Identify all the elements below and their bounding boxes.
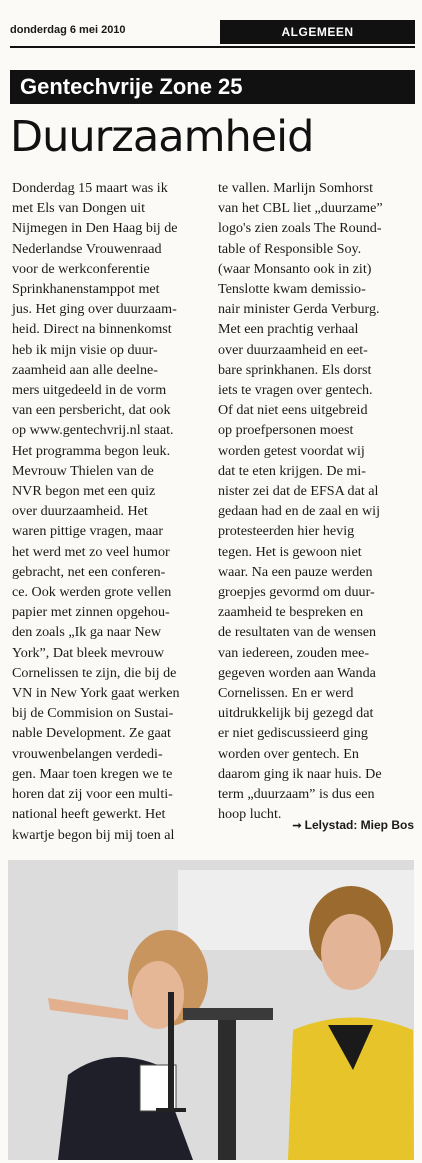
article-text-line: Sprinkhanenstamppot met bbox=[12, 281, 160, 298]
article-text-line: term „duurzaam” is dus een bbox=[218, 786, 375, 803]
article-text-line: er niet gediscussieerd ging bbox=[218, 725, 368, 742]
section-label: ALGEMEEN bbox=[220, 20, 415, 44]
article-text-line: op proefpersonen moest bbox=[218, 422, 354, 439]
article-text-line: gedaan had en de zaal en wij bbox=[218, 503, 380, 520]
article-text-line: table of Responsible Soy. bbox=[218, 240, 362, 257]
article-text-line: papier met zinnen opgehou- bbox=[12, 604, 170, 621]
article-text-line: van het CBL liet „duurzame” bbox=[218, 200, 383, 217]
article-text-line: worden over gentech. En bbox=[218, 745, 359, 762]
article-text-line: nable Development. Ze gaat bbox=[12, 725, 171, 742]
arrow-icon: ➞ bbox=[292, 820, 302, 832]
article-text-line: nair minister Gerda Verburg. bbox=[218, 301, 380, 318]
article-text-line: zaamheid te bespreken en bbox=[218, 604, 364, 621]
article-text-line: gen. Maar toen kregen we te bbox=[12, 765, 173, 782]
article-text-line: over duurzaamheid en eet- bbox=[218, 341, 368, 358]
article-text-line: York”, Dat bleek mevrouw bbox=[12, 644, 165, 661]
article-text-line: VN in New York gaat werken bbox=[12, 685, 180, 702]
article-text-line: Cornelissen. En er werd bbox=[218, 685, 354, 702]
article-text-line: op www.gentechvrij.nl staat. bbox=[12, 422, 174, 439]
article-text-line: heid. Direct na binnenkomst bbox=[12, 321, 172, 338]
byline-text: Lelystad: Miep Bos bbox=[304, 818, 414, 832]
issue-date: donderdag 6 mei 2010 bbox=[10, 24, 126, 36]
article-text-line: voor de werkconferentie bbox=[12, 260, 150, 277]
article-text-line: gegeven worden aan Wanda bbox=[218, 664, 376, 681]
article-text-line: tegen. Het is gewoon niet bbox=[218, 543, 362, 560]
article-text-line: Mevrouw Thielen van de bbox=[12, 462, 154, 479]
article-text-line: te vallen. Marlijn Somhorst bbox=[218, 180, 374, 196]
article-text-line: iets te vragen over gentech. bbox=[218, 382, 373, 399]
article-text-line: uitdrukkelijk bij gezegd dat bbox=[218, 705, 374, 722]
article-text-line: zaamheid aan alle deelne- bbox=[12, 361, 158, 378]
article-text-line: national heeft gewerkt. Het bbox=[12, 806, 166, 823]
article-text-line: Nijmegen in Den Haag bij de bbox=[12, 220, 178, 237]
article-text-line: logo's zien zoals The Round- bbox=[218, 220, 382, 237]
article-text-line: Donderdag 15 maart was ik bbox=[12, 180, 168, 196]
page-header bbox=[10, 20, 415, 48]
article-text-line: jus. Het ging over duurzaam- bbox=[12, 301, 177, 318]
article-text-line: dat te eten krijgen. De mi- bbox=[218, 462, 366, 479]
article-text-line: nister zei dat de EFSA dat al bbox=[218, 483, 379, 500]
article-text-line: het werd met zo veel humor bbox=[12, 543, 170, 560]
article-text-line: Het programma begon leuk. bbox=[12, 442, 171, 459]
article-text-line: ce. Ook werden grote vellen bbox=[12, 584, 172, 601]
article-column-right bbox=[218, 178, 414, 825]
article-text-line: horen dat zij voor een multi- bbox=[12, 786, 173, 803]
article-text-line: van een persbericht, dat ook bbox=[12, 402, 171, 419]
article-text-line: Met een prachtig verhaal bbox=[218, 321, 359, 338]
article-text-line: over duurzaamheid. Het bbox=[12, 503, 148, 520]
article-text-line: vrouwenbelangen verdedi- bbox=[12, 745, 163, 762]
article-text-line: (waar Monsanto ook in zit) bbox=[218, 260, 372, 277]
article-text-line: waar. Na een pauze werden bbox=[218, 563, 373, 580]
article-text-line: bij de Commision on Sustai- bbox=[12, 705, 174, 722]
article-text-line: van iedereen, zouden mee- bbox=[218, 644, 370, 661]
article-text-line: hoop lucht. bbox=[218, 806, 282, 823]
article-text-line: groepjes gevormd om duur- bbox=[218, 584, 375, 601]
article-text-line: Nederlandse Vrouwenraad bbox=[12, 240, 162, 257]
article-text-line: worden getest voordat wij bbox=[218, 442, 365, 459]
byline bbox=[292, 818, 414, 832]
article-text-line: waren pittige vragen, maar bbox=[12, 523, 164, 540]
article-text-line: gebracht, net een conferen- bbox=[12, 563, 166, 580]
article-text-line: mers uitgedeeld in de vorm bbox=[12, 382, 167, 399]
article-text-line: kwartje begon bij mij toen al bbox=[12, 826, 175, 843]
article-text-line: daarom ging ik naar huis. De bbox=[218, 765, 382, 782]
article-text-line: protesteerden hier hevig bbox=[218, 523, 355, 540]
article-text-line: heb ik mijn visie op duur- bbox=[12, 341, 158, 358]
article-text-line: Tenslotte kwam demissio- bbox=[218, 281, 366, 298]
article-text-line: bare sprinkhanen. Els dorst bbox=[218, 361, 372, 378]
article-text-line: Cornelissen te zijn, die bij de bbox=[12, 664, 177, 681]
article-text-line: met Els van Dongen uit bbox=[12, 200, 146, 217]
article-photo bbox=[8, 860, 414, 1160]
article-text-line: de resultaten van de wensen bbox=[218, 624, 377, 641]
photo-illustration bbox=[8, 860, 414, 1160]
article-text-line: NVR begon met een quiz bbox=[12, 483, 156, 500]
article-column-left bbox=[12, 178, 208, 845]
article-text-line: den zoals „Ik ga naar New bbox=[12, 624, 162, 641]
series-title: Gentechvrije Zone 25 bbox=[10, 70, 415, 104]
article-text-line: Of dat niet eens uitgebreid bbox=[218, 402, 368, 419]
article-headline: Duurzaamheid bbox=[10, 112, 314, 162]
